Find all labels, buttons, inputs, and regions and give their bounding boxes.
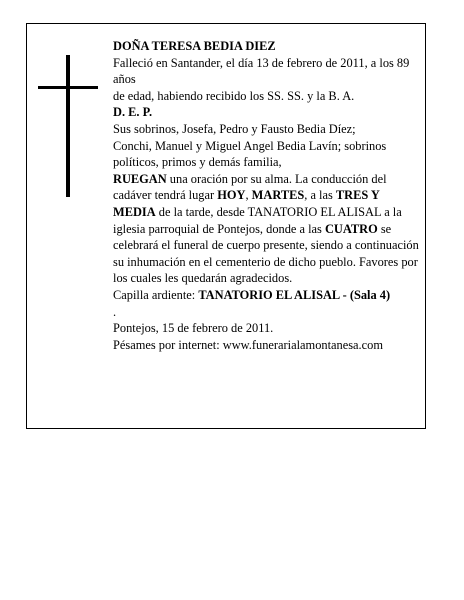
condolences-line: Pésames por internet: www.funerarialamontanesa.com	[113, 337, 383, 352]
request-paragraph: RUEGAN una oración por su alma. La conducción del cadáver tendrá lugar HOY, MARTES, a las TRES Y MEDIA de la tarde, desde TANATORIO EL ALISAL a la iglesia parroquial de Pontejos, donde a las CUATRO se celebrará el funeral de cuerpo presente, siendo a continuación su inhumación en el cementerio de dicho pueblo. Favores por los cuales les quedarán agradecidos.	[113, 171, 419, 286]
family-line-1: Sus sobrinos, Josefa, Pedro y Fausto Bedia Díez;	[113, 121, 356, 136]
capilla-place: TANATORIO EL ALISAL - (Sala 4)	[198, 287, 391, 302]
capilla-period: .	[113, 304, 117, 319]
cross-horizontal-bar	[38, 86, 98, 89]
cross-vertical-bar	[66, 55, 70, 197]
hoy-word: HOY	[217, 188, 246, 203]
ruegan-word: RUEGAN	[113, 171, 167, 186]
tres-y-media-words: TRES Y MEDIA	[113, 188, 380, 219]
capilla-line: Capilla ardiente: TANATORIO EL ALISAL - (Sala 4)	[113, 287, 391, 302]
death-line-1: Falleció en Santander, el día 13 de febrero de 2011, a los 89 años	[113, 55, 410, 87]
deceased-name: DOÑA TERESA BEDIA DIEZ	[113, 39, 276, 53]
dep-line: D. E. P.	[113, 105, 153, 120]
obituary-text	[113, 38, 425, 353]
martes-word: MARTES	[251, 188, 305, 203]
cuatro-word: CUATRO	[324, 221, 378, 236]
family-line-2: Conchi, Manuel y Miguel Angel Bedia Lavín; sobrinos políticos, primos y demás familia,	[113, 138, 387, 170]
place-date-line: Pontejos, 15 de febrero de 2011.	[113, 321, 274, 336]
death-line-2: de edad, habiendo recibido los SS. SS. y la B. A.	[113, 88, 355, 103]
